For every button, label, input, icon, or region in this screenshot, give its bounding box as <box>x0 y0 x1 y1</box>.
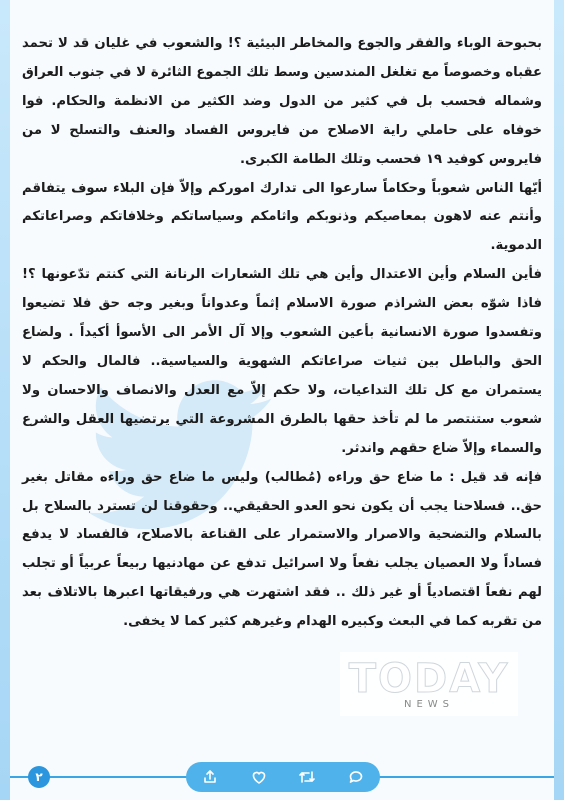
share-button[interactable] <box>198 765 222 789</box>
comment-icon <box>348 769 364 785</box>
article-body <box>22 30 542 637</box>
comment-button[interactable] <box>344 765 368 789</box>
page-number: ٢ <box>28 766 50 788</box>
like-button[interactable] <box>247 765 271 789</box>
paragraph: فإنه قد قيل : ما ضاع حق وراءه (مُطالب) وليس ما ضاع حق وراءه مقاتل بغير حق.. فسلاحنا يجب أن يكون نحو العدو الحقيقي.. وحقوقنا لن تسترد بالسلاح بل بالسلام والتضحية والاصرار والاستمرار على القناعة بالاصلاح، فالفساد لا يدفع فساداً ولا العصيان يجلب نفعاً ولا اسرائيل تدفع عن مهادنيها ربيعاً عربياً أو تجلب لهم نفعاً اقتصادياً أو غير ذلك .. فقد اشتهرت هي ورفيقاتها اعبرها بالاتلاف بعد من تقربه كما في البعث وكبيره الهدام وغيرهم كثير كما لا يخفى. <box>22 469 542 630</box>
logo-text: TODAY <box>348 655 510 702</box>
paragraph: بحبوحة الوباء والفقر والجوع والمخاطر البيئية ؟! والشعوب في غليان قد لا تحمد عقباه وخصوصاً مع تغلغل المندسين وسط تلك الجموع الثائرة لا في جنوب العراق وشماله فحسب بل في كثير من الدول وضد الكثير من الانظمة والحكام. فوا خوفاه على حاملي راية الاصلاح من فايروس الفساد والعنف والتسلح لا من فايروس كوفيد ١٩ فحسب وتلك الطامة الكبرى. <box>22 36 542 167</box>
retweet-icon <box>298 769 316 785</box>
share-icon <box>202 769 218 785</box>
paragraph: فأين السلام وأين الاعتدال وأين هي تلك الشعارات الرنانة التي كنتم تدّعونها ؟! فاذا شوّه بعض الشراذم صورة الاسلام إثماً وعدواناً وبغير وجه حق فلا تضيعوا وتفسدوا صورة الانسانية بأعين الشعوب وإلا آل الأمر الى الأسوأ أكيداً . ولضاع الحق والباطل بين ثنيات صراعاتكم الشهوية والسياسية.. فالمال والحكم لا يستمران مع كل تلك التداعيات، ولا حكم إلاّ مع العدل والانصاف والاحسان ولا شعوب ستنتصر ما لم تأخذ حقها بالطرق المشروعة التي يرتضيها العقل والشرع والسماء وإلاّ ضاع حقهم واندثر. <box>22 267 542 456</box>
heart-icon <box>251 769 267 785</box>
paragraph: أيّها الناس شعوباً وحكاماً سارعوا الى تدارك اموركم وإلاّ فإن البلاء سوف يتفاقم وأنتم عنه لاهون بمعاصيكم وذنوبكم واثامكم وسياساتكم وخلافاتكم وصراعاتكم الدموية. <box>22 180 542 254</box>
today-logo-watermark <box>340 652 518 716</box>
page-frame-left <box>0 0 10 800</box>
retweet-button[interactable] <box>295 765 319 789</box>
social-action-bar <box>186 762 380 792</box>
logo-subtext: NEWS <box>403 698 455 710</box>
page-frame-right <box>554 0 564 800</box>
